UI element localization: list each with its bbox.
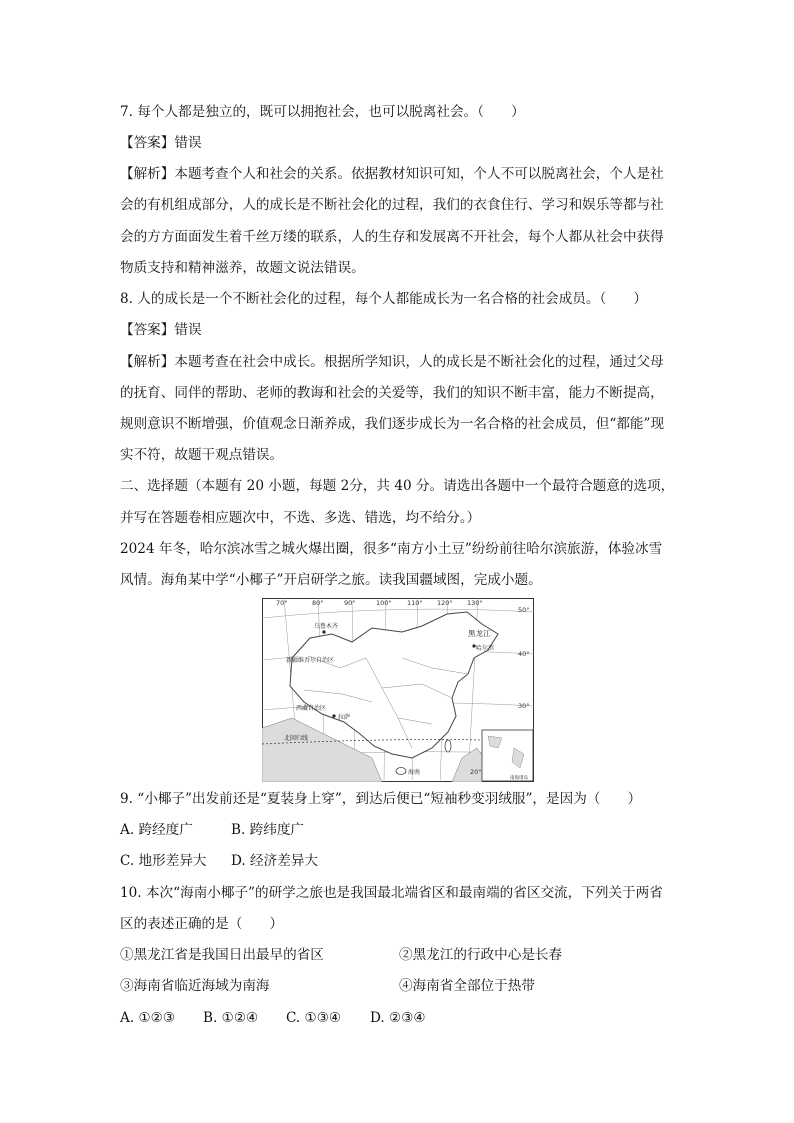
q8-analysis-line-2: 的抚育、同伴的帮助、老师的教诲和社会的关爱等，我们的知识不断丰富，能力不断提高，	[120, 385, 664, 401]
q7-analysis-line-1: 【解析】本题考查个人和社会的关系。依据教材知识可知，个人不可以脱离社会，个人是社	[120, 166, 664, 182]
label-tibet: 西藏自治区	[296, 705, 327, 712]
q7-stem: 7. 每个人都是独立的，既可以拥抱社会，也可以脱离社会。（ ）	[120, 104, 525, 120]
q9-option-a: A. 跨经度广	[120, 822, 193, 838]
q10-option-d: D. ②③④	[370, 1010, 426, 1026]
lon-label-110: 110°	[407, 599, 423, 607]
label-lhasa: 拉萨	[338, 714, 351, 721]
lon-label-70b: 70°	[276, 599, 288, 607]
lat-label-30: 30°	[518, 702, 530, 710]
lon-label-120: 120°	[437, 599, 453, 607]
q8-answer: 【答案】错误	[120, 322, 202, 338]
q10-statement-1: ①黑龙江省是我国日出最早的省区	[120, 947, 324, 963]
label-south-sea: 南海诸岛	[510, 776, 528, 781]
q7-analysis-line-4: 物质支持和精神滋养，故题文说法错误。	[120, 260, 365, 276]
label-tropic: 北回归线	[284, 735, 309, 742]
q10-option-b: B. ①②④	[203, 1010, 259, 1026]
intro-line-1: 2024 年冬，哈尔滨冰雪之城火爆出圈，很多“南方小土豆”纷纷前往哈尔滨旅游，体验冰雪	[120, 541, 663, 557]
q7-analysis-line-2: 会的有机组成部分，人的成长是不断社会化的过程，我们的衣食住行、学习和娱乐等都与社	[120, 197, 664, 213]
label-harbin: 哈尔滨	[476, 645, 495, 652]
q10-stem-line-2: 区的表述正确的是（ ）	[120, 916, 284, 932]
label-heilongjiang: 黑龙江	[468, 629, 491, 638]
lon-label-130: 130°	[467, 599, 483, 607]
q10-statement-4: ④海南省全部位于热带	[399, 978, 535, 994]
label-hainan: 海南	[408, 769, 421, 776]
lat-label-40: 40°	[518, 650, 530, 658]
q9-option-b: B. 跨纬度广	[231, 822, 305, 838]
q10-statement-3: ③海南省临近海域为南海	[120, 978, 270, 994]
section2-line-1: 二、选择题（本题有 20 小题，每题 2分，共 40 分。请选出各题中一个最符合题意的选项，	[120, 478, 675, 494]
lon-label-100: 100°	[376, 599, 392, 607]
label-urumqi: 乌鲁木齐	[314, 623, 339, 630]
q10-option-a: A. ①②③	[120, 1010, 176, 1026]
q9-option-d: D. 经济差异大	[231, 853, 319, 869]
intro-line-2: 风情。海角某中学“小椰子”开启研学之旅。读我国疆域图，完成小题。	[120, 572, 542, 588]
q8-analysis-line-1: 【解析】本题考查在社会中成长。根据所学知识，人的成长是不断社会化的过程，通过父母	[120, 354, 664, 370]
china-territory-map	[262, 598, 534, 782]
lon-label-90: 90°	[344, 599, 356, 607]
q9-stem: 9. “小椰子”出发前还是“夏装身上穿”，到达后便已“短袖秒变羽绒服”，是因为（ ）	[120, 791, 642, 807]
lat-label-20: 20°	[470, 768, 482, 776]
section2-line-2: 并写在答题卷相应题次中，不选、多选、错选，均不给分。）	[120, 510, 481, 526]
q7-analysis-line-3: 会的方方面面发生着千丝万缕的联系，人的生存和发展离不开社会，每个人都从社会中获得	[120, 229, 664, 245]
q10-stem-line-1: 10. 本次“海南小椰子”的研学之旅也是我国最北端省区和最南端的省区交流，下列关于两省	[120, 885, 663, 901]
q8-analysis-line-4: 实不符，故题干观点错误。	[120, 447, 284, 463]
q10-statement-2: ②黑龙江的行政中心是长春	[399, 947, 563, 963]
label-xinjiang: 新疆维吾尔自治区	[286, 657, 335, 664]
q10-option-c: C. ①③④	[286, 1010, 342, 1026]
q8-analysis-line-3: 规则意识不断增强，价值观念日渐养成，我们逐步成长为一名合格的社会成员，但“都能”现	[120, 416, 665, 432]
lat-label-50: 50°	[518, 606, 530, 614]
lon-label-80: 80°	[312, 599, 324, 607]
q8-stem: 8. 人的成长是一个不断社会化的过程，每个人都能成长为一名合格的社会成员。（ ）	[120, 291, 648, 307]
q9-option-c: C. 地形差异大	[120, 853, 207, 869]
q7-answer: 【答案】错误	[120, 135, 202, 151]
